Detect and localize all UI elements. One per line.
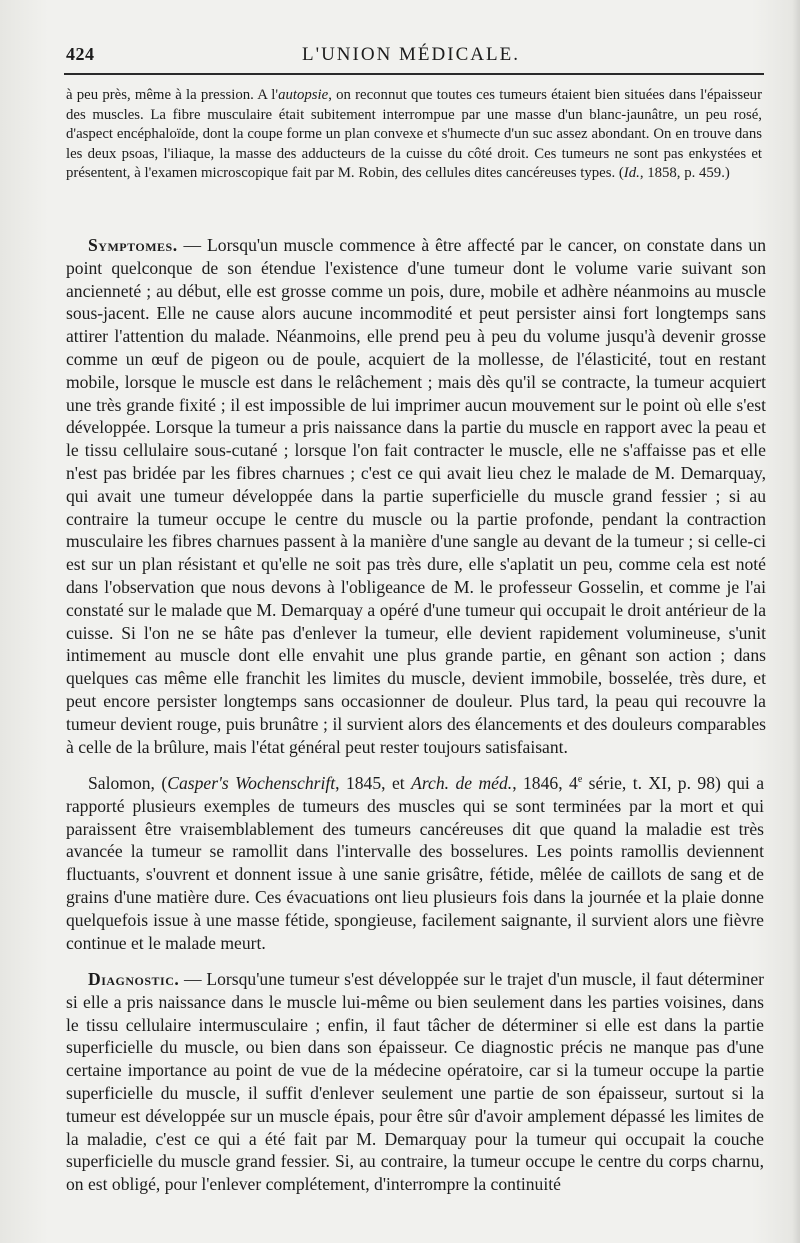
note-autopsie: autopsie [278,87,329,103]
salomon-text-c: , 1846, 4 [512,773,578,793]
diagnostic-heading: Diagnostic. [88,969,180,989]
symptomes-paragraph [66,234,766,758]
note-text-a: à peu près, même à la pression. A l' [66,87,279,103]
symptomes-text: — Lorsqu'un muscle commence à être affecté par le cancer, on constate dans un point quelconque de son étendue l'existence d'une tumeur dont le volume varie suivant son ancienneté ; au début, elle est grosse comme un pois, dure, mobile et adhère néanmoins au muscle sous-jacent. Elle ne cause alors aucune incommodité et peut persister ainsi fort longtemps sans attirer l'attention du malade. Néanmoins, elle prend peu à peu du volume jusqu'à devenir grosse comme un œuf de pigeon ou de poule, acquiert de la mollesse, de l'élasticité, tout en restant mobile, lorsque le muscle est dans le relâchement ; mais dès qu'il se contracte, la tumeur acquiert une très grande fixité ; il est impossible de lui imprimer aucun mouvement sur le point où elle s'est développée. Lorsque la tumeur a pris naissance dans la partie du muscle en rapport avec la peau et le tissu cellulaire sous-cutané ; lorsque l'on fait contracter le muscle, elle ne s'affaisse pas et elle n'est pas bridée par les fibres charnues ; c'est ce qui avait lieu chez le malade de M. Demarquay, qui avait une tumeur développée dans la partie superficielle du muscle grand fessier ; si au contraire la tumeur occupe le centre du muscle ou la partie profonde, pendant la contraction musculaire les fibres charnues passent à la manière d'une sangle au devant de la tumeur ; si celle-ci est sur un plan résistant et qu'elle ne soit pas très dure, elle s'aplatit un peu, comme cela est noté dans l'observation que nous devons à l'obligeance de M. le professeur Gosselin, et comme je l'ai constaté sur le malade que M. Demarquay a opéré d'une tumeur qui occupait le droit antérieur de la cuisse. Si l'on ne se hâte pas d'enlever la tumeur, elle devient rapidement volumineuse, s'unit intimement au muscle dont elle envahit une plus grande partie, en gênant son action ; dans quelques cas même elle franchit les limites du muscle, devient immobile, bosselée, très dure, et peut encore persister longtemps sans occasionner de douleur. Plus tard, la peau qui recouvre la tumeur devient rouge, puis brunâtre ; il survient alors des élancements et des douleurs comparables à celle de la brûlure, mais l'état général peut rester toujours satisfaisant. [66,235,766,757]
diagnostic-paragraph [66,968,764,1196]
page-header [66,44,756,66]
running-title: L'UNION MÉDICALE. [302,44,520,65]
salomon-arch-ref: Arch. de méd. [411,773,513,793]
salomon-superscript: e [577,774,583,786]
symptomes-heading: Symptomes. [88,235,178,255]
note-id-ref: Id. [623,165,640,182]
autopsy-note [66,86,762,184]
note-text-b: , on reconnut que toutes ces tumeurs étaient bien situées dans l'épaisseur des muscles. La fibre musculaire était subitement interrompue par une masse d'un blanc-jaunâtre, un peu rosé, d'aspect encéphaloïde, dont la coupe forme un plan convexe et s'humecte d'un suc assez abondant. On en trouve dans les deux psoas, l'iliaque, la masse des adducteurs de la cuisse du côté droit. Ces tumeurs ne sont pas enkystées et présentent, à l'examen microscopique fait par M. Robin, des cellules dites cancéreuses types. ( [66,87,762,182]
note-text-c: , 1858, p. 459.) [639,165,730,182]
salomon-casper-ref: Casper's Wochenschrift [167,773,336,793]
salomon-text-a: Salomon, ( [88,773,168,793]
header-rule [64,73,764,75]
salomon-text-d: série, t. XI, p. 98) qui a rapporté plusieurs exemples de tumeurs des muscles qui se sont terminées par la mort et qui paraissent être vraisemblablement des tumeurs cancéreuses dit que quand la maladie est très avancée la tumeur se ramollit dans l'intervalle des bosselures. Les points ramollis deviennent fluctuants, s'ouvrent et donnent issue à une sanie grisâtre, fétide, mêlée de caillots de sang et de grains d'une matière dure. Ces évacuations ont lieu plusieurs fois dans la journée et la plaie donne quelquefois issue à une masse fétide, spongieuse, facilement saignante, il survient alors une fièvre continue et le malade meurt. [66,773,765,953]
page-edge-shadow [792,0,800,1243]
diagnostic-text: — Lorsqu'une tumeur s'est développée sur le trajet d'un muscle, il faut déterminer si elle a pris naissance dans le muscle lui-même ou bien seulement dans les parties voisines, dans le tissu cellulaire intermusculaire ; enfin, il faut tâcher de déterminer si elle est dans la partie superficielle du muscle, ou bien dans son épaisseur. Ce diagnostic précis ne manque pas d'une certaine importance au point de vue de la médecine opératoire, car si la tumeur occupe la partie superficielle du muscle, il suffit d'enlever seulement une partie de son épaisseur, surtout si la tumeur est développée sur un muscle épais, pour être sûr d'avoir amplement dépassé les limites de la maladie, c'est ce qui a été fait par M. Demarquay pour la tumeur qui occupait la couche superficielle du muscle grand fessier. Si, au contraire, la tumeur occupe le centre du corps charnu, on est obligé, pour l'enlever complétement, d'interrompre la continuité [66,969,764,1195]
salomon-text-b: , 1845, et [335,773,412,793]
page-number: 424 [66,44,95,64]
salomon-paragraph [66,772,764,954]
